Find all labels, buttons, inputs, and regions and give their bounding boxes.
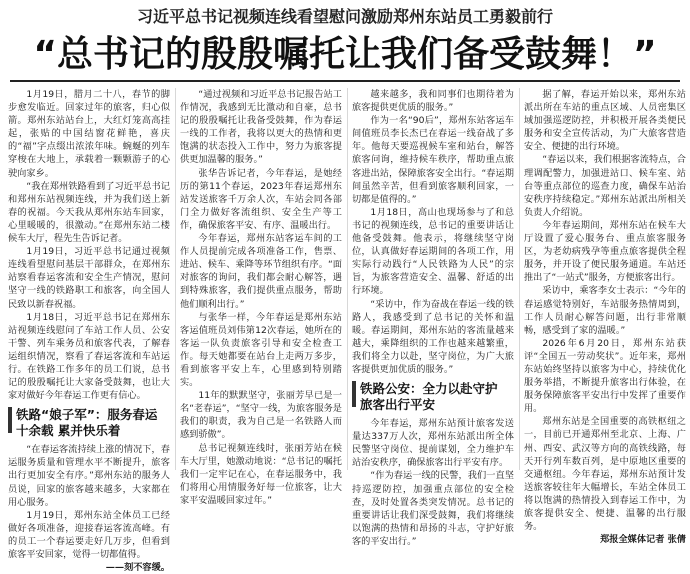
subhead-line: 十余载 累并快乐着	[16, 423, 121, 439]
subhead-line: 铁路公安：全力以赴守护	[360, 381, 498, 397]
paragraph: “通过视频和习近平总书记报告站工作情况，我感到无比激动和自豪，总书记的殷殷嘱托让我备受鼓舞，作为春运一线的工作者，我将以更大的热情和更饱满的状态投入工作中，努力为旅客提供更加温馨的服务。”	[180, 89, 342, 166]
headline: “总书记的殷殷嘱托让我们备受鼓舞！”	[33, 34, 657, 75]
subhead-bar	[8, 407, 12, 433]
paragraph: 总书记视频连线时，张丽芳站在候车大厅里，她激动地说：“总书记的嘱托我们一定牢记在心，在春运服务中，我们将用心用情服务好每一位旅客，让大家平安温暖回家过年。”	[180, 442, 342, 506]
subhead-bar	[352, 381, 356, 407]
paragraph-tail: ——刻不容缓。	[105, 562, 170, 574]
paragraph: 1月18日，高山也现场参与了和总书记的视频连线，总书记的重要讲话让他备受鼓舞。他表示，将继续坚守岗位，认真做好春运期间的各项工作，用实际行动践行“人民铁路为人民”的宗旨，为旅客营造安全、温馨、舒适的出行环境。	[352, 206, 514, 297]
paragraph: 1月19日，腊月二十八，春节的脚步愈发临近。回家过年的旅客，归心似箭。郑州东站站台上，大红灯笼高高挂起，张贴的中国结窗花鲜艳，喜庆的“福”字点缀出浓浓年味。蜿蜒的列车穿梭在大地上，承载着一颗颗游子的心驶向家乡。	[8, 89, 170, 179]
paragraph: “春运以来，我们根据客流特点，合理调配警力，加强进站口、候车室、站台等重点部位的巡查力度，确保车站治安秩序持续稳定。”郑州东站派出所相关负责人介绍说。	[524, 154, 686, 218]
paragraph: “我在郑州铁路看到了习近平总书记和郑州东站视频连线，并为我们送上新春的祝福。今天我从郑州东站车回家，心里暖暖的，很激动。”在郑州东站二楼候车大厅，程先生告诉记者。	[8, 180, 170, 245]
section-subhead-railway-police	[352, 381, 514, 413]
paragraph: 11年的默默坚守，张丽芳早已是一名“老春运”，“坚守一线，为旅客服务是我们的职责，我为自己是一名铁路人而感到骄傲”。	[180, 390, 342, 441]
column-divider	[175, 88, 176, 470]
column-divider	[519, 88, 520, 470]
paragraph: “采访中，作为奋战在春运一线的铁路人，我感受到了总书记的关怀和温暖。春运期间，郑州东站的客流量越来越大，乘降组织的工作也越来越繁重，我们将全力以赴，坚守岗位，为广大旅客提供更加优质的服务。”	[352, 298, 514, 375]
subhead-line: 铁路“娘子军”：服务春运	[16, 407, 158, 423]
article-column-3	[352, 88, 514, 547]
headline-rule	[10, 80, 680, 82]
paragraph: 1月18日，习近平总书记在郑州东站视频连线慰问了车站工作人员、公安干警、列车乘务员和旅客代表，了解春运组织情况，察看了春运客流和车站运行。在铁路工作多年的员工们说，总书记的殷殷嘱托让大家备受鼓舞，也让大家对做好今年春运工作更有信心。	[8, 311, 170, 402]
kicker-line: 习近平总书记视频连线看望慰问激励郑州东站员工勇毅前行	[136, 7, 553, 26]
paragraph: 据了解，春运开始以来，郑州东站派出所在车站的重点区域、人员密集区域加强巡逻防控，并积极开展各类便民服务和安全宣传活动，为广大旅客营造安全、便捷的出行环境。	[524, 89, 686, 153]
section-subhead-railway-women	[8, 407, 170, 439]
article-column-2	[180, 88, 342, 506]
paragraph: 越来越多，我和同事们也期待着为旅客提供更优质的服务。”	[352, 89, 514, 114]
paragraph: “在春运客流持续上涨的情况下，春运服务质量和管理水平不断提升，旅客出行更加安全有序。”郑州东站的服务人员说，回家的旅客越来越多，大家都在用心服务。	[8, 444, 170, 508]
subhead-line: 旅客出行平安	[360, 397, 436, 413]
paragraph: 作为一名“90后”，郑州东站客运车间值班员李长杰已在春运一线奋战了多年。他每天要巡视候车室和站台，解答旅客问询，维持候车秩序，帮助重点旅客进出站，保障旅客安全出行。“春运期间虽然辛苦，但看到旅客顺利回家，一切都是值得的。”	[352, 115, 514, 205]
paragraph: 郑州东站是全国重要的高铁枢纽之一，目前已开通郑州至北京、上海、广州、西安、武汉等方向的高铁线路，每天开行列车数百列，是中原地区重要的交通枢纽。今年春运，郑州东站预计发送旅客较往年大幅增长，车站全体员工将以饱满的热情投入到春运工作中，为旅客提供安全、便捷、温馨的出行服务。	[524, 416, 686, 533]
paragraph: 与张华一样，今年春运是郑州东站客运值班员刘伟第12次春运，她所在的客运一队负责旅客引导和安全检查工作。每天她都要在站台上走两万多步，看到旅客平安上车，心里感到特别踏实。	[180, 311, 342, 389]
article-column-4	[524, 88, 686, 546]
paragraph: 1月19日，郑州东站全体员工已经做好各项准备，迎接春运客流高峰。有的员工一个春运要走好几万步，但看到旅客平安回家，觉得一切都值得。	[8, 509, 170, 560]
paragraph: 今年春运，郑州东站客运车间的工作人员提前完成各项准备工作，售票、进站、候车、乘降等环节组织有序。“面对旅客的询问，我们都会耐心解答，遇到特殊旅客，我们提供重点服务，帮助他们顺利出行。”	[180, 233, 342, 310]
article-column-1	[8, 88, 170, 574]
column-divider	[347, 88, 348, 470]
paragraph: 今年春运期间，郑州东站在候车大厅设置了爱心服务台、重点旅客服务区，为老幼病残孕等重点旅客提供全程服务，并开设了便民服务通道。车站还推出了“一站式”服务，方便旅客出行。	[524, 219, 686, 284]
paragraph: 采访中，乘客李女士表示：“今年的春运感觉特别好，车站服务热情周到，工作人员耐心解答问题，出行非常顺畅，感受到了家的温暖。”	[524, 285, 686, 336]
paragraph: 今年春运，郑州东站预计旅客发送量达337万人次，郑州东站派出所全体民警坚守岗位、提前谋划，全力维护车站治安秩序，确保旅客出行平安有序。	[352, 418, 514, 469]
paragraph: 张华告诉记者，今年春运，是她经历的第11个春运，2023年春运郑州东站发送旅客千万余人次，车站会同各部门全力做好客流组织、安全生产等工作，确保旅客平安、有序、温暖出行。	[180, 167, 342, 231]
byline: 郑报全媒体记者 张倩	[600, 534, 686, 546]
paragraph: 2026年6月20日，郑州东站获评“全国五一劳动奖状”。近年来，郑州东站始终坚持以旅客为中心，持续优化服务举措，不断提升旅客出行体验，在服务保障旅客平安出行中发挥了重要作用。	[524, 337, 686, 415]
paragraph: “作为春运一线的民警，我们一直坚持巡逻防控，加强重点部位的安全检查，及时处置各类突发情况。总书记的重要讲话让我们深受鼓舞，我们将继续以饱满的热情和昂扬的斗志，守护好旅客的平安出行。”	[352, 470, 514, 547]
paragraph: 1月19日，习近平总书记通过视频连线看望慰问基层干部群众，在郑州东站察看春运客流和安全生产情况，慰问坚守一线的铁路职工和旅客，向全国人民致以新春祝福。	[8, 246, 170, 310]
